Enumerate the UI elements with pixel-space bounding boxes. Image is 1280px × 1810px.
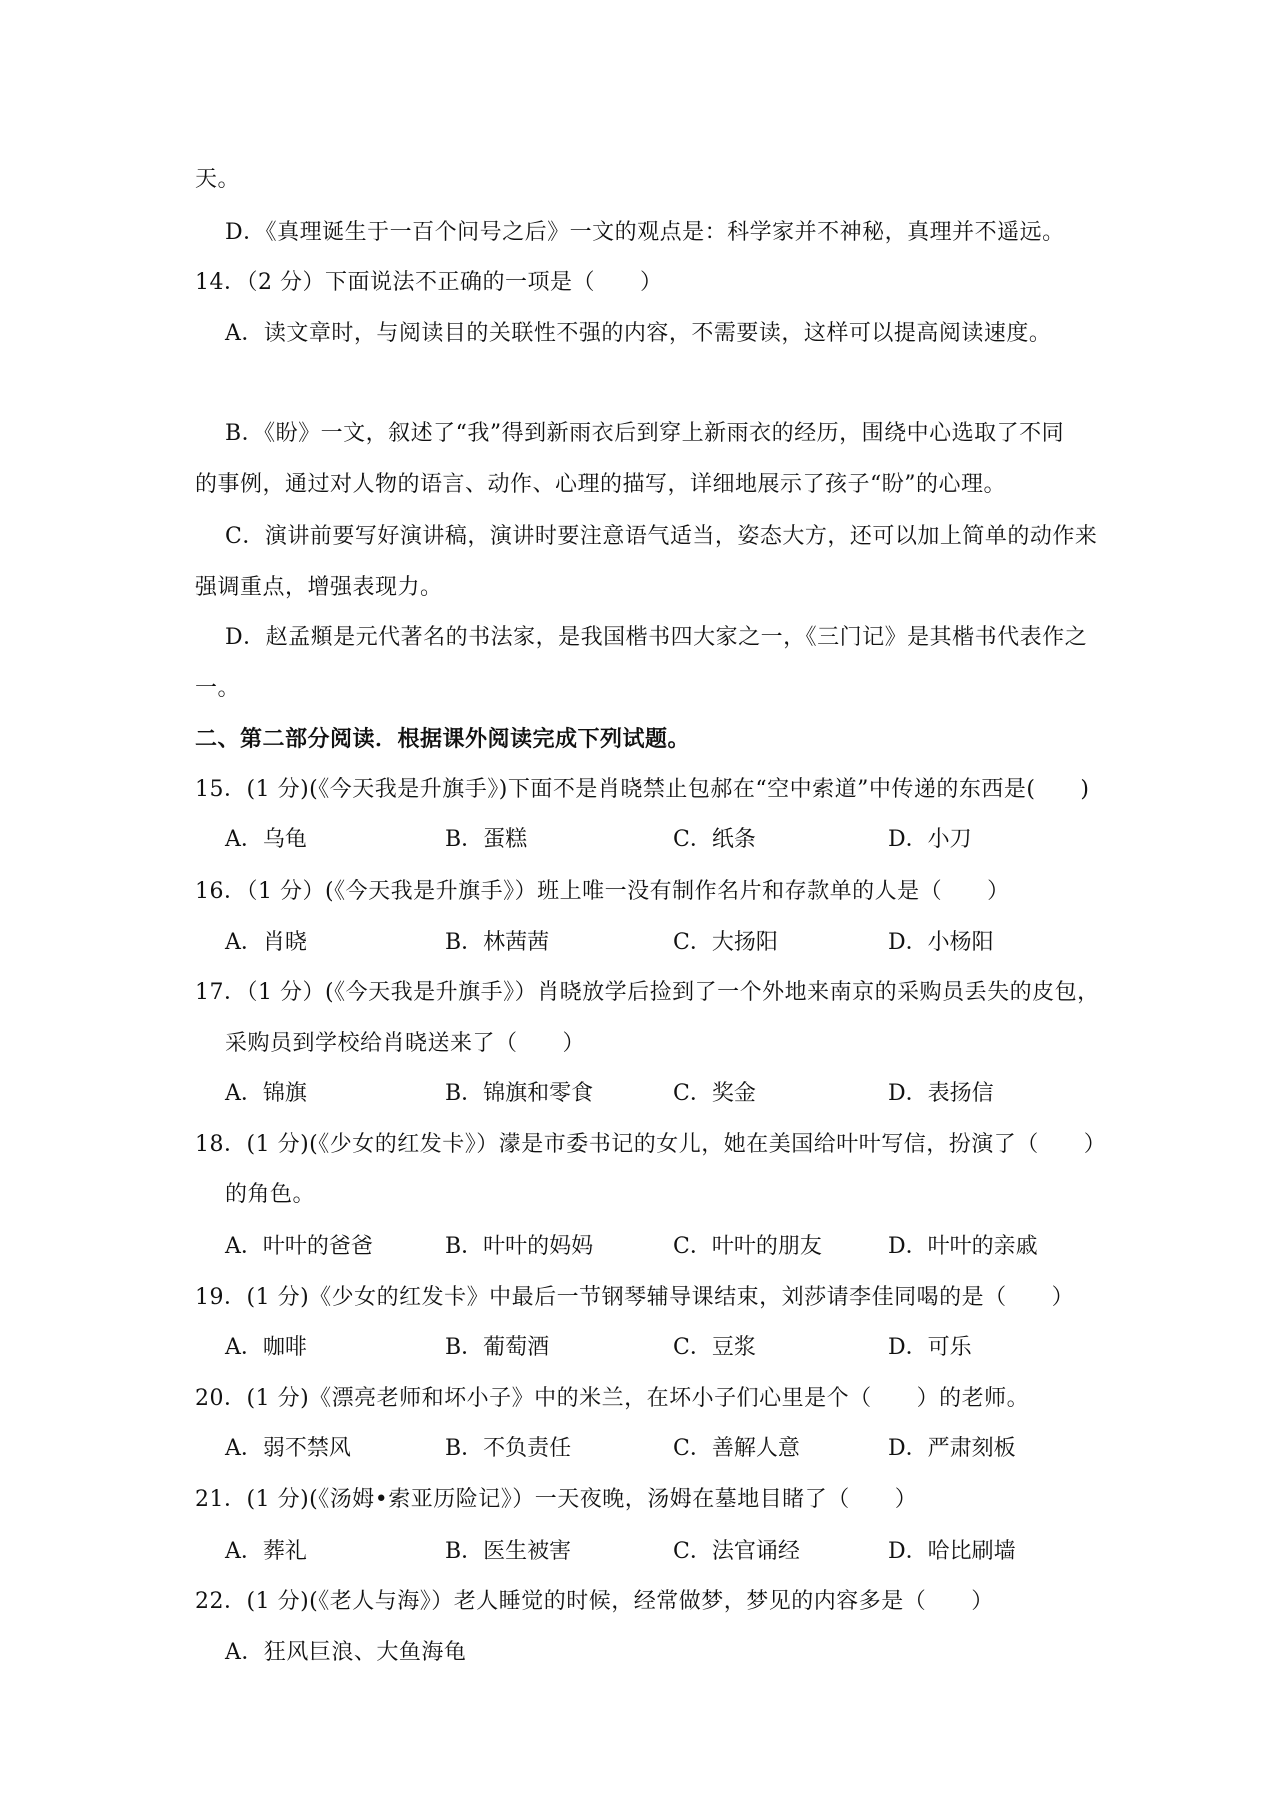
q13-option-d: D．《真理诞生于一百个问号之后》一文的观点是：科学家并不神秘，真理并不遥远。 <box>225 220 1065 245</box>
option-b: B．锦旗和零食 <box>445 1081 594 1106</box>
q17-stem: 17．（1 分）(《今天我是升旗手》）肖晓放学后捡到了一个外地来南京的采购员丢失的皮包， <box>195 980 1100 1005</box>
q22-stem: 22．(1 分)(《老人与海》）老人睡觉的时候，经常做梦，梦见的内容多是（ ） <box>195 1589 994 1614</box>
q13-tail-text: 天。 <box>195 167 241 192</box>
q16-stem: 16．（1 分）(《今天我是升旗手》）班上唯一没有制作名片和存款单的人是（ ） <box>195 879 1010 904</box>
option-a: A．锦旗 <box>225 1081 307 1106</box>
q14-option-b-cont: 的事例，通过对人物的语言、动作、心理的描写，详细地展示了孩子“盼”的心理。 <box>195 472 1006 497</box>
option-d: D．严肃刻板 <box>888 1436 1016 1461</box>
q14-option-c-cont: 强调重点，增强表现力。 <box>195 575 443 600</box>
option-d: D．叶叶的亲戚 <box>888 1234 1038 1259</box>
option-c: C．奖金 <box>673 1081 756 1106</box>
option-d: D．可乐 <box>888 1335 972 1360</box>
option-d: D．表扬信 <box>888 1081 994 1106</box>
q19-stem: 19．(1 分)《少女的红发卡》中最后一节钢琴辅导课结束，刘莎请李佳同喝的是（ ） <box>195 1285 1075 1310</box>
q22-option-a: A．狂风巨浪、大鱼海龟 <box>225 1640 467 1665</box>
option-d: D．小刀 <box>888 827 972 852</box>
section-heading: 二、第二部分阅读．根据课外阅读完成下列试题。 <box>195 726 691 752</box>
q14-option-c: C．演讲前要写好演讲稿，演讲时要注意语气适当，姿态大方，还可以加上简单的动作来 <box>225 524 1098 549</box>
option-a: A．叶叶的爸爸 <box>225 1234 373 1259</box>
option-a: A．弱不禁风 <box>225 1436 351 1461</box>
option-a: A．肖晓 <box>225 930 307 955</box>
option-b: B．医生被害 <box>445 1539 572 1564</box>
option-b: B．蛋糕 <box>445 827 528 852</box>
option-b: B．叶叶的妈妈 <box>445 1234 594 1259</box>
option-b: B．不负责任 <box>445 1436 572 1461</box>
option-a: A．乌龟 <box>225 827 307 852</box>
option-d: D．哈比刷墙 <box>888 1539 1016 1564</box>
q14-stem: 14．（2 分）下面说法不正确的一项是（ ） <box>195 270 663 295</box>
q14-option-d: D．赵孟頫是元代著名的书法家，是我国楷书四大家之一，《三门记》是其楷书代表作之 <box>225 625 1088 650</box>
option-d: D．小杨阳 <box>888 930 994 955</box>
option-c: C．法官诵经 <box>673 1539 800 1564</box>
q14-option-b: B．《盼》一文，叙述了“我”得到新雨衣后到穿上新雨衣的经历，围绕中心选取了不同 <box>225 421 1065 446</box>
q15-stem: 15．(1 分)(《今天我是升旗手》)下面不是肖晓禁止包郝在“空中索道”中传递的东西是( ) <box>195 777 1090 802</box>
q21-stem: 21．(1 分)(《汤姆•索亚历险记》）一天夜晚，汤姆在墓地目睹了（ ） <box>195 1487 918 1512</box>
option-a: A．咖啡 <box>225 1335 307 1360</box>
option-c: C．善解人意 <box>673 1436 800 1461</box>
option-c: C．叶叶的朋友 <box>673 1234 822 1259</box>
q18-stem-cont: 的角色。 <box>225 1182 316 1207</box>
option-c: C．纸条 <box>673 827 756 852</box>
option-b: B．林茜茜 <box>445 930 550 955</box>
q18-stem: 18．(1 分)(《少女的红发卡》）濛是市委书记的女儿，她在美国给叶叶写信，扮演了（ ） <box>195 1132 1107 1157</box>
option-a: A．葬礼 <box>225 1539 307 1564</box>
q14-option-d-cont: 一。 <box>195 676 241 701</box>
option-c: C．大扬阳 <box>673 930 778 955</box>
q17-stem-cont: 采购员到学校给肖晓送来了（ ） <box>225 1031 586 1056</box>
q14-option-a: A．读文章时，与阅读目的关联性不强的内容，不需要读，这样可以提高阅读速度。 <box>225 321 1052 346</box>
option-b: B．葡萄酒 <box>445 1335 550 1360</box>
q20-stem: 20．(1 分)《漂亮老师和坏小子》中的米兰，在坏小子们心里是个（ ）的老师。 <box>195 1386 1030 1411</box>
option-c: C．豆浆 <box>673 1335 756 1360</box>
